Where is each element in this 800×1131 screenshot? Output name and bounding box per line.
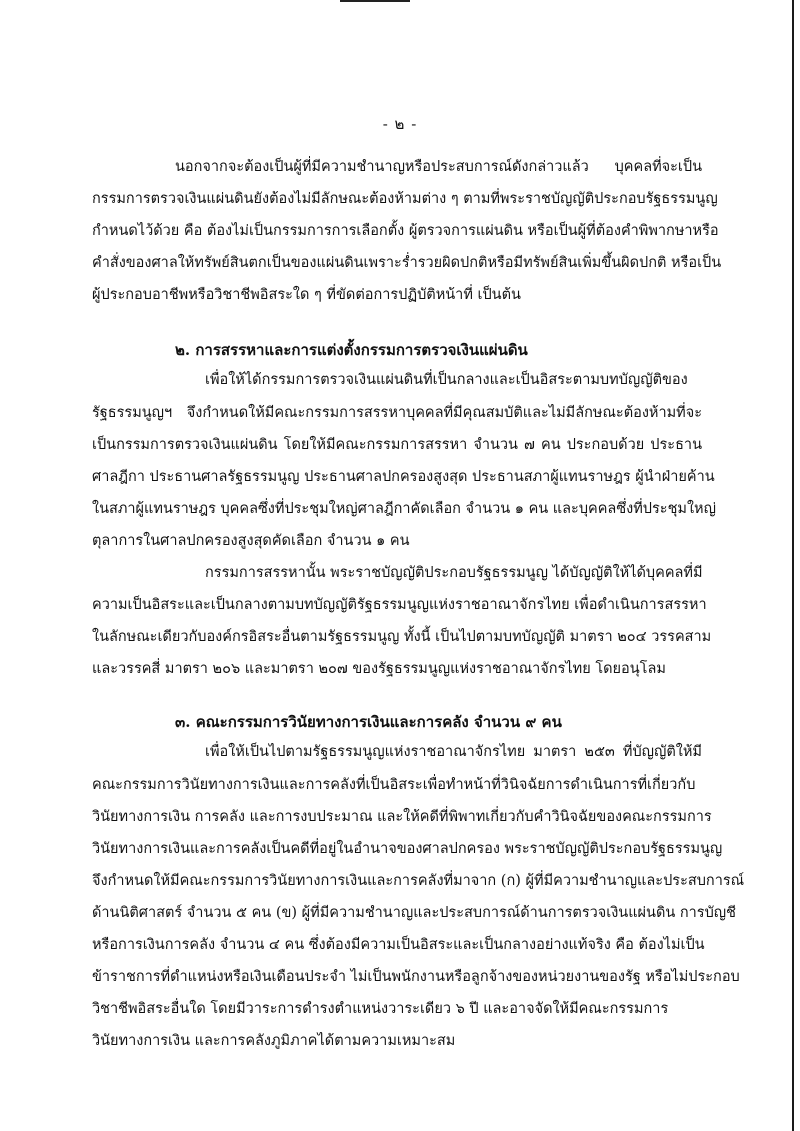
section-3-line: คณะกรรมการวินัยทางการเงินและการคลังที่เป็นอิสระเพื่อทำหน้าที่วินิจฉัยการดำเนินการที่เกี่ยวกับ — [92, 777, 696, 793]
intro-line: ผู้ประกอบอาชีพหรือวิชาชีพอิสระใด ๆ ที่ขัดต่อการปฏิบัติหน้าที่ เป็นต้น — [92, 287, 521, 303]
section-2-line: เพื่อให้ได้กรรมการตรวจเงินแผ่นดินที่เป็นกลางและเป็นอิสระตามบทบัญญัติของ — [205, 372, 688, 388]
section-2-heading: ๒. การสรรหาและการแต่งตั้งกรรมการตรวจเงินแผ่นดิน — [175, 341, 528, 359]
section-2-line: ตุลาการในศาลปกครองสูงสุดคัดเลือก จำนวน ๑ คน — [92, 533, 410, 549]
section-3-heading: ๓. คณะกรรมการวินัยทางการเงินและการคลัง จำนวน ๙ คน — [175, 713, 562, 731]
intro-line: คำสั่งของศาลให้ทรัพย์สินตกเป็นของแผ่นดินเพราะร่ำรวยผิดปกติหรือมีทรัพย์สินเพิ่มขึ้นผิดปกติ หรือเป็น — [92, 255, 722, 271]
section-3-line: ข้าราชการที่ดำแหน่งหรือเงินเดือนประจำ ไม่เป็นพนักงานหรือลูกจ้างของหน่วยงานของรัฐ หรือไม่ประกอบ — [92, 969, 740, 985]
section-3-line: วินัยทางการเงิน การคลัง และการงบประมาณ และให้คดีที่พิพาทเกี่ยวกับคำวินิจฉัยของคณะกรรมการ — [92, 809, 712, 825]
intro-line: กรรมการตรวจเงินแผ่นดินยังต้องไม่มีลักษณะต้องห้ามต่าง ๆ ตามที่พระราชบัญญัติประกอบรัฐธรรมนูญ — [92, 191, 718, 207]
section-2-line: ในลักษณะเดียวกับองค์กรอิสระอื่นตามรัฐธรรมนูญ ทั้งนี้ เป็นไปตามบทบัญญัติ มาตรา ๒๐๔ วรรคสาม — [92, 629, 712, 645]
scan-edge-line — [792, 0, 794, 1131]
scan-top-mark — [340, 0, 410, 2]
section-2-line: ในสภาผู้แทนราษฎร บุคคลซึ่งที่ประชุมใหญ่ศาลฎีกาคัดเลือก จำนวน ๑ คน และบุคคลซึ่งที่ประชุมใหญ่ — [92, 501, 716, 517]
section-2-line: ความเป็นอิสระและเป็นกลางตามบทบัญญัติรัฐธรรมนูญแห่งราชอาณาจักรไทย เพื่อดำเนินการสรรหา — [92, 597, 707, 613]
section-2-line: รัฐธรรมนูญฯ จึงกำหนดให้มีคณะกรรมการสรรหาบุคคลที่มีคุณสมบัติและไม่มีลักษณะต้องห้ามที่จะ — [92, 405, 702, 421]
section-3-line: วิชาชีพอิสระอื่นใด โดยมีวาระการดำรงตำแหน่งวาระเดียว ๖ ปี และอาจจัดให้มีคณะกรรมการ — [92, 1001, 669, 1017]
section-2-line: กรรมการสรรหานั้น พระราชบัญญัติประกอบรัฐธรรมนูญ ได้บัญญัติให้ได้บุคคลที่มี — [205, 565, 703, 581]
section-3-line: วินัยทางการเงิน และการคลังภูมิภาคได้ตามความเหมาะสม — [92, 1033, 456, 1049]
section-2-line: ศาลฎีกา ประธานศาลรัฐธรรมนูญ ประธานศาลปกครองสูงสุด ประธานสภาผู้แทนราษฎร ผู้นำฝ่ายค้าน — [92, 469, 715, 485]
section-3-line: เพื่อให้เป็นไปตามรัฐธรรมนูญแห่งราชอาณาจักรไทย มาตรา ๒๕๓ ที่บัญญัติให้มี — [205, 744, 702, 760]
intro-line: กำหนดไว้ด้วย คือ ต้องไม่เป็นกรรมการการเลือกตั้ง ผู้ตรวจการแผ่นดิน หรือเป็นผู้ที่ต้องคำพิพากษาหรือ — [92, 223, 719, 239]
section-3-line: ด้านนิติศาสตร์ จำนวน ๕ คน (ข) ผู้ที่มีความชำนาญและประสบการณ์ด้านการตรวจเงินแผ่นดิน การบัญชี — [92, 905, 736, 921]
section-2-line: และวรรคสี่ มาตรา ๒๐๖ และมาตรา ๒๐๗ ของรัฐธรรมนูญแห่งราชอาณาจักรไทย โดยอนุโลม — [92, 661, 666, 677]
section-2-line: เป็นกรรมการตรวจเงินแผ่นดิน โดยให้มีคณะกรรมการสรรหา จำนวน ๗ คน ประกอบด้วย ประธาน — [92, 437, 702, 453]
section-3-line: จึงกำหนดให้มีคณะกรรมการวินัยทางการเงินและการคลังที่มาจาก (ก) ผู้ที่มีความชำนาญและประสบการณ์ — [92, 873, 745, 889]
intro-line: นอกจากจะต้องเป็นผู้ที่มีความชำนาญหรือประสบการณ์ดังกล่าวแล้ว บุคคลที่จะเป็น — [175, 159, 702, 175]
page-number: - ๒ - — [382, 115, 418, 133]
section-3-line: หรือการเงินการคลัง จำนวน ๔ คน ซึ่งต้องมีความเป็นอิสระและเป็นกลางอย่างแท้จริง คือ ต้องไม่เป็น — [92, 937, 705, 953]
section-3-line: วินัยทางการเงินและการคลังเป็นคดีที่อยู่ในอำนาจของศาลปกครอง พระราชบัญญัติประกอบรัฐธรรมนูญ — [92, 841, 723, 857]
